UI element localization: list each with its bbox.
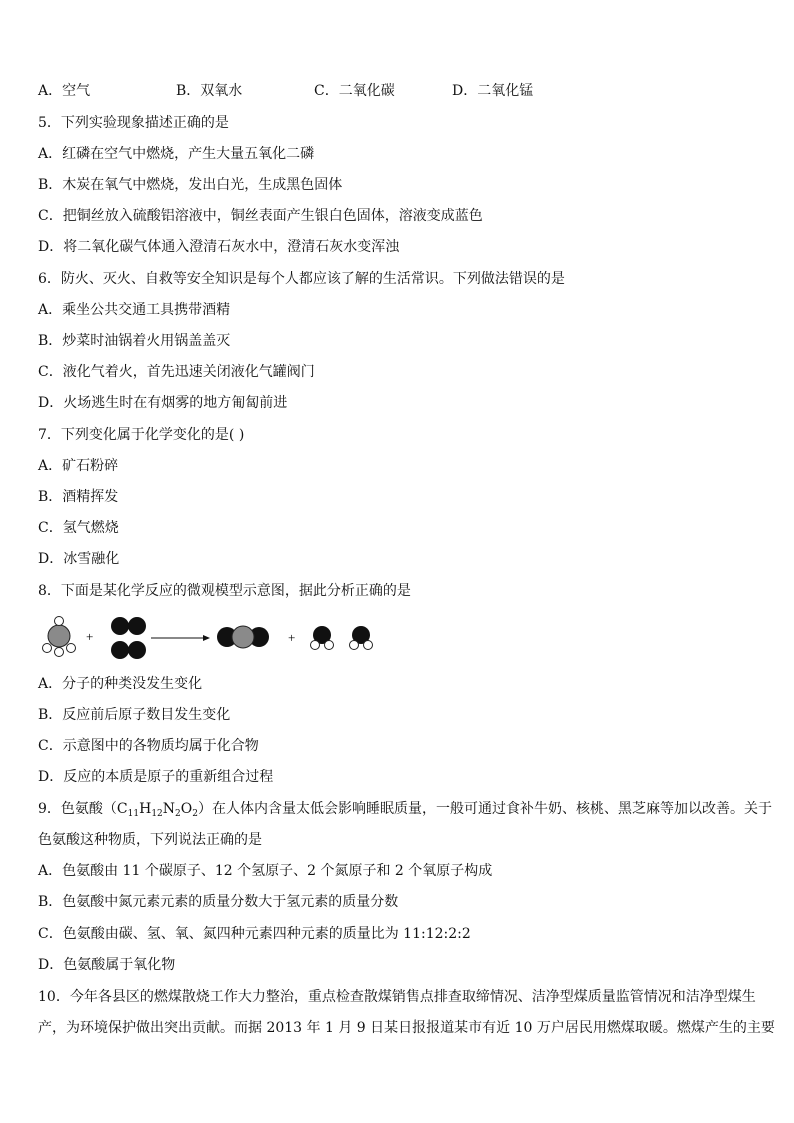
q5-stem: 5．下列实验现象描述正确的是 <box>38 115 229 131</box>
q8-option-c: C．示意图中的各物质均属于化合物 <box>38 738 259 754</box>
product-molecule-2 <box>311 626 334 650</box>
formula-o-count: 2 <box>192 809 198 819</box>
q9-stem-line1 <box>38 800 772 818</box>
q9-stem-line2: 色氨酸这种物质，下列说法正确的是 <box>38 832 262 848</box>
q10-stem-line2: 产，为环境保护做出突出贡献。而据 2013 年 1 月 9 日某日报报道某市有近 10 万户居民用燃煤取暖。燃煤产生的主要 <box>38 1020 775 1036</box>
formula-n: N <box>162 801 176 817</box>
q5-option-c: C．把铜丝放入硫酸铝溶液中，铜丝表面产生银白色固体，溶液变成蓝色 <box>38 208 483 224</box>
formula-o: O <box>180 801 193 817</box>
q8-option-a: A．分子的种类没发生变化 <box>38 676 203 692</box>
reactant-molecule-1 <box>43 617 76 657</box>
q7-option-b: B．酒精挥发 <box>38 489 119 505</box>
reaction-arrow <box>151 635 210 641</box>
q7-option-a: A．矿石粉碎 <box>38 458 119 474</box>
q4-option-a: A．空气 <box>38 83 91 99</box>
formula-n-count: 2 <box>175 809 181 819</box>
q5-option-b: B．木炭在氧气中燃烧，发出白光，生成黑色固体 <box>38 177 343 193</box>
q7-option-d: D．冰雪融化 <box>38 551 120 567</box>
q9-stem-suffix: ）在人体内含量太低会影响睡眠质量，一般可通过食补牛奶、核桃、黑芝麻等加以改善。关于 <box>197 801 772 817</box>
formula-h-count: 12 <box>151 809 163 819</box>
q8-option-b: B．反应前后原子数目发生变化 <box>38 707 231 723</box>
product-molecule-3 <box>350 626 373 650</box>
q4-option-b: B．双氧水 <box>176 83 243 99</box>
q9-option-d: D．色氨酸属于氧化物 <box>38 957 176 973</box>
q6-option-b: B．炒菜时油锅着火用锅盖盖灭 <box>38 333 231 349</box>
q9-option-c: C．色氨酸由碳、氢、氧、氮四种元素四种元素的质量比为 11:12:2:2 <box>38 926 471 942</box>
tryptophan-formula <box>117 801 198 817</box>
reaction-diagram <box>38 612 398 662</box>
q6-stem: 6．防火、灭火、自救等安全知识是每个人都应该了解的生活常识。下列做法错误的是 <box>38 271 565 287</box>
q7-stem: 7．下列变化属于化学变化的是( ) <box>38 427 245 443</box>
reactant-molecule-2 <box>111 617 146 659</box>
q10-stem-line1: 10．今年各县区的燃煤散烧工作大力整治，重点检查散煤销售点排查取缔情况、洁净型煤质量监管情况和洁净型煤生 <box>38 989 756 1005</box>
formula-h: H <box>139 801 152 817</box>
q9-option-b: B．色氨酸中氮元素元素的质量分数大于氢元素的质量分数 <box>38 894 399 910</box>
plus-sign-2: + <box>288 630 296 645</box>
q9-stem-prefix: 9．色氨酸（ <box>38 801 117 817</box>
q5-option-d: D．将二氧化碳气体通入澄清石灰水中，澄清石灰水变浑浊 <box>38 239 400 255</box>
q8-option-d: D．反应的本质是原子的重新组合过程 <box>38 769 274 785</box>
q6-option-d: D．火场逃生时在有烟雾的地方匍匐前进 <box>38 395 288 411</box>
formula-c: C <box>116 801 128 817</box>
formula-c-count: 11 <box>127 809 140 819</box>
q5-option-a: A．红磷在空气中燃烧，产生大量五氧化二磷 <box>38 146 315 162</box>
product-molecule-1 <box>217 626 269 648</box>
q7-option-c: C．氢气燃烧 <box>38 520 119 536</box>
q4-option-c: C．二氧化碳 <box>314 83 395 99</box>
reaction-diagram-svg <box>38 612 398 662</box>
q8-stem: 8．下面是某化学反应的微观模型示意图，据此分析正确的是 <box>38 583 411 599</box>
q9-option-a: A．色氨酸由 11 个碳原子、12 个氢原子、2 个氮原子和 2 个氧原子构成 <box>38 863 493 879</box>
plus-sign-1: + <box>86 629 94 644</box>
q4-option-d: D．二氧化锰 <box>452 83 534 99</box>
q6-option-c: C．液化气着火，首先迅速关闭液化气罐阀门 <box>38 364 315 380</box>
q6-option-a: A．乘坐公共交通工具携带酒精 <box>38 302 231 318</box>
